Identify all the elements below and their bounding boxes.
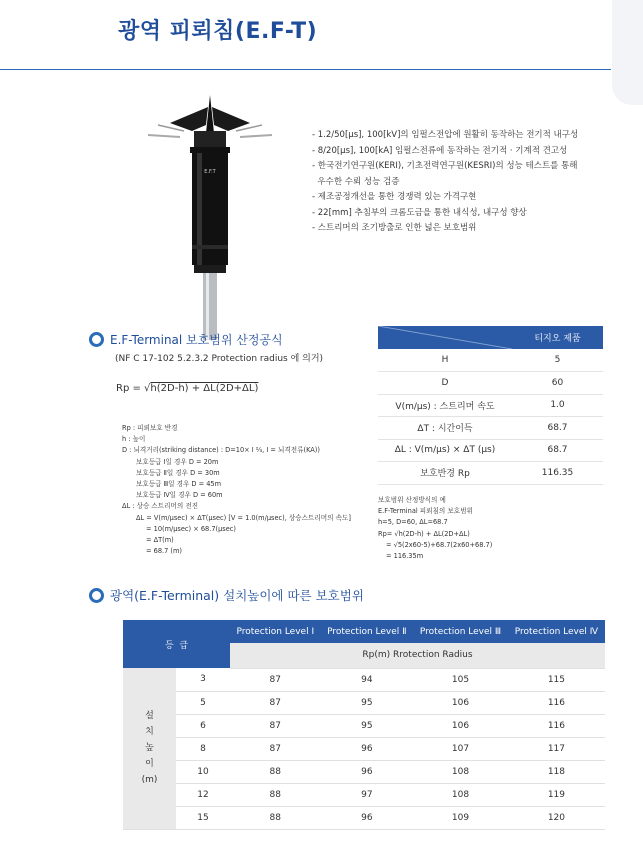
note-line: 보호등급 Ⅲ일 경우 D = 45m bbox=[136, 480, 222, 489]
spec-value: 116.35 bbox=[512, 462, 603, 485]
note-line: Rp : 피뢰보호 반경 bbox=[122, 424, 178, 432]
grade-header: 등 급 bbox=[123, 620, 230, 668]
radius-cell: 95 bbox=[321, 714, 414, 737]
calc-line: E.F-Terminal 피뢰침의 보호범위 bbox=[378, 507, 473, 516]
note-line: ΔL : 상승 스트리머의 전진 bbox=[122, 502, 199, 511]
calc-line: Rp= √h(2D-h) + ΔL(2D+ΔL) bbox=[378, 529, 470, 538]
radius-cell: 105 bbox=[413, 668, 508, 691]
spec-label: D bbox=[378, 372, 512, 395]
table-row bbox=[378, 394, 603, 417]
radius-cell: 87 bbox=[230, 691, 321, 714]
page-title: 광역 피뢰침(E.F-T) bbox=[118, 19, 318, 44]
spec-label: H bbox=[378, 349, 512, 372]
radius-cell: 88 bbox=[230, 806, 321, 829]
note-line: 보호등급 Ⅱ일 경우 D = 30m bbox=[136, 468, 220, 477]
spec-value: 68.7 bbox=[512, 417, 603, 440]
spec-value: 1.0 bbox=[512, 394, 603, 417]
note-line: = ΔT(m) bbox=[146, 536, 174, 545]
radius-cell: 107 bbox=[413, 737, 508, 760]
height-row-label bbox=[123, 668, 176, 829]
note-line: = 10(m/μsec) × 68.7(μsec) bbox=[146, 524, 236, 533]
spec-label: ΔL : V(m/μs) × ΔT (μs) bbox=[378, 439, 512, 462]
radius-cell: 96 bbox=[321, 806, 414, 829]
height-label-char: 설 bbox=[145, 711, 154, 722]
level-header: Protection Level Ⅱ bbox=[321, 620, 414, 643]
protection-range-table bbox=[123, 620, 605, 830]
spec-header-blank bbox=[378, 326, 512, 349]
feature-item: - 스트리머의 조기방출로 인한 넓은 보호범위 bbox=[312, 223, 477, 233]
circle-bullet-icon bbox=[89, 588, 104, 603]
table-row bbox=[123, 783, 605, 806]
section-formula-header bbox=[89, 331, 283, 348]
radius-cell: 87 bbox=[230, 714, 321, 737]
calculation-example bbox=[378, 495, 492, 562]
formula-body: h(2D-h) + ΔL(2D+ΔL) bbox=[150, 383, 259, 394]
level-header: Protection Level Ⅲ bbox=[413, 620, 508, 643]
spec-header: 티지오 제품 bbox=[512, 326, 603, 349]
radius-cell: 106 bbox=[413, 691, 508, 714]
spec-label: V(m/μs) : 스트리머 속도 bbox=[378, 394, 512, 417]
section-range-title: 광역(E.F-Terminal) 설치높이에 따른 보호범위 bbox=[110, 588, 364, 603]
section-range-header bbox=[89, 586, 364, 604]
height-value: 10 bbox=[176, 760, 230, 783]
feature-item: - 1.2/50[μs], 100[kV]의 임펄스전압에 원활히 동작하는 전기적 내구성 bbox=[312, 130, 579, 140]
table-row bbox=[123, 668, 605, 691]
spec-value: 60 bbox=[512, 372, 603, 395]
protection-radius-formula bbox=[116, 383, 316, 394]
table-row bbox=[123, 691, 605, 714]
table-row bbox=[123, 760, 605, 783]
formula-prefix: Rp = √ bbox=[116, 383, 151, 394]
table-row bbox=[378, 417, 603, 440]
spec-label: ΔT : 시간이득 bbox=[378, 417, 512, 440]
table-row bbox=[378, 462, 603, 485]
radius-cell: 97 bbox=[321, 783, 414, 806]
note-line: h : 높이 bbox=[122, 435, 146, 444]
calc-line: = 116.35m bbox=[386, 552, 424, 561]
feature-item: 우수한 수뢰 성능 검증 bbox=[312, 176, 400, 187]
table-row bbox=[123, 714, 605, 737]
table-row bbox=[378, 439, 603, 462]
radius-cell: 106 bbox=[413, 714, 508, 737]
diagonal-line-icon bbox=[378, 326, 512, 349]
radius-cell: 115 bbox=[508, 668, 605, 691]
radius-cell: 108 bbox=[413, 760, 508, 783]
note-line: ΔL = V(m/μsec) × ΔT(μsec) [V = 1.0(m/μsec), 상승스트리머의 속도] bbox=[136, 513, 351, 522]
radius-cell: 88 bbox=[230, 783, 321, 806]
formula-notes bbox=[122, 423, 362, 557]
svg-text:E.F.T: E.F.T bbox=[204, 169, 216, 175]
spec-table bbox=[378, 326, 603, 485]
radius-cell: 116 bbox=[508, 691, 605, 714]
radius-cell: 116 bbox=[508, 714, 605, 737]
table-header-row bbox=[123, 620, 605, 643]
radius-cell: 118 bbox=[508, 760, 605, 783]
height-label-char: 높 bbox=[145, 743, 154, 754]
standard-reference: (NF C 17-102 5.2.3.2 Protection radius 에 의거) bbox=[115, 354, 324, 364]
lightning-rod-image bbox=[140, 95, 280, 340]
note-line: D : 뇌격거리(striking distance) : D=10× I ⅔, I = 뇌격전류(KA)) bbox=[122, 446, 320, 455]
level-header: Protection Level Ⅳ bbox=[508, 620, 605, 643]
title-divider bbox=[0, 69, 611, 70]
circle-bullet-icon bbox=[89, 332, 104, 347]
height-label-char: 치 bbox=[145, 727, 154, 738]
radius-cell: 108 bbox=[413, 783, 508, 806]
feature-item: - 제조공정개선을 통한 경쟁력 있는 가격구현 bbox=[312, 192, 477, 202]
radius-cell: 120 bbox=[508, 806, 605, 829]
spec-value: 5 bbox=[512, 349, 603, 372]
radius-cell: 119 bbox=[508, 783, 605, 806]
radius-cell: 109 bbox=[413, 806, 508, 829]
height-value: 12 bbox=[176, 783, 230, 806]
height-value: 8 bbox=[176, 737, 230, 760]
note-line: 보호등급 Ⅳ일 경우 D = 60m bbox=[136, 491, 223, 500]
table-row bbox=[123, 806, 605, 829]
radius-cell: 88 bbox=[230, 760, 321, 783]
radius-cell: 95 bbox=[321, 691, 414, 714]
spec-label: 보호반경 Rp bbox=[378, 462, 512, 485]
radius-cell: 94 bbox=[321, 668, 414, 691]
section-formula-title: E.F-Terminal 보호범위 산정공식 bbox=[110, 333, 283, 347]
spec-value: 68.7 bbox=[512, 439, 603, 462]
height-value: 5 bbox=[176, 691, 230, 714]
radius-cell: 96 bbox=[321, 737, 414, 760]
radius-cell: 96 bbox=[321, 760, 414, 783]
note-line: = 68.7 (m) bbox=[146, 547, 182, 556]
table-row bbox=[378, 349, 603, 372]
feature-item: - 22[mm] 추침부의 크롬도금을 통한 내식성, 내구성 향상 bbox=[312, 207, 527, 218]
height-value: 15 bbox=[176, 806, 230, 829]
height-value: 3 bbox=[176, 668, 230, 691]
level-header: Protection Level Ⅰ bbox=[230, 620, 321, 643]
table-row bbox=[378, 372, 603, 395]
feature-item: - 8/20[μs], 100[kA] 임펄스전류에 동작하는 전기적 · 기계적 견고성 bbox=[312, 145, 568, 156]
decorative-corner-shape bbox=[612, 0, 643, 105]
calc-line: = √5(2x60-5)+68.7(2x60+68.7) bbox=[386, 540, 493, 549]
feature-item: - 한국전기연구원(KERI), 기초전력연구원(KESRI)의 성능 테스트를 통해 bbox=[312, 161, 578, 171]
calc-line: h=5, D=60, ΔL=68.7 bbox=[378, 518, 448, 527]
radius-cell: 87 bbox=[230, 668, 321, 691]
table-row bbox=[123, 737, 605, 760]
height-label-char: (m) bbox=[141, 775, 158, 786]
radius-subheader: Rp(m) Rrotection Radius bbox=[230, 643, 605, 668]
calc-line: 보호범위 산정방식의 예 bbox=[378, 496, 446, 504]
height-label-char: 이 bbox=[145, 759, 154, 770]
radius-cell: 87 bbox=[230, 737, 321, 760]
height-value: 6 bbox=[176, 714, 230, 737]
feature-list bbox=[312, 128, 612, 237]
note-line: 보호등급 Ⅰ일 경우 D = 20m bbox=[136, 457, 219, 466]
radius-cell: 117 bbox=[508, 737, 605, 760]
